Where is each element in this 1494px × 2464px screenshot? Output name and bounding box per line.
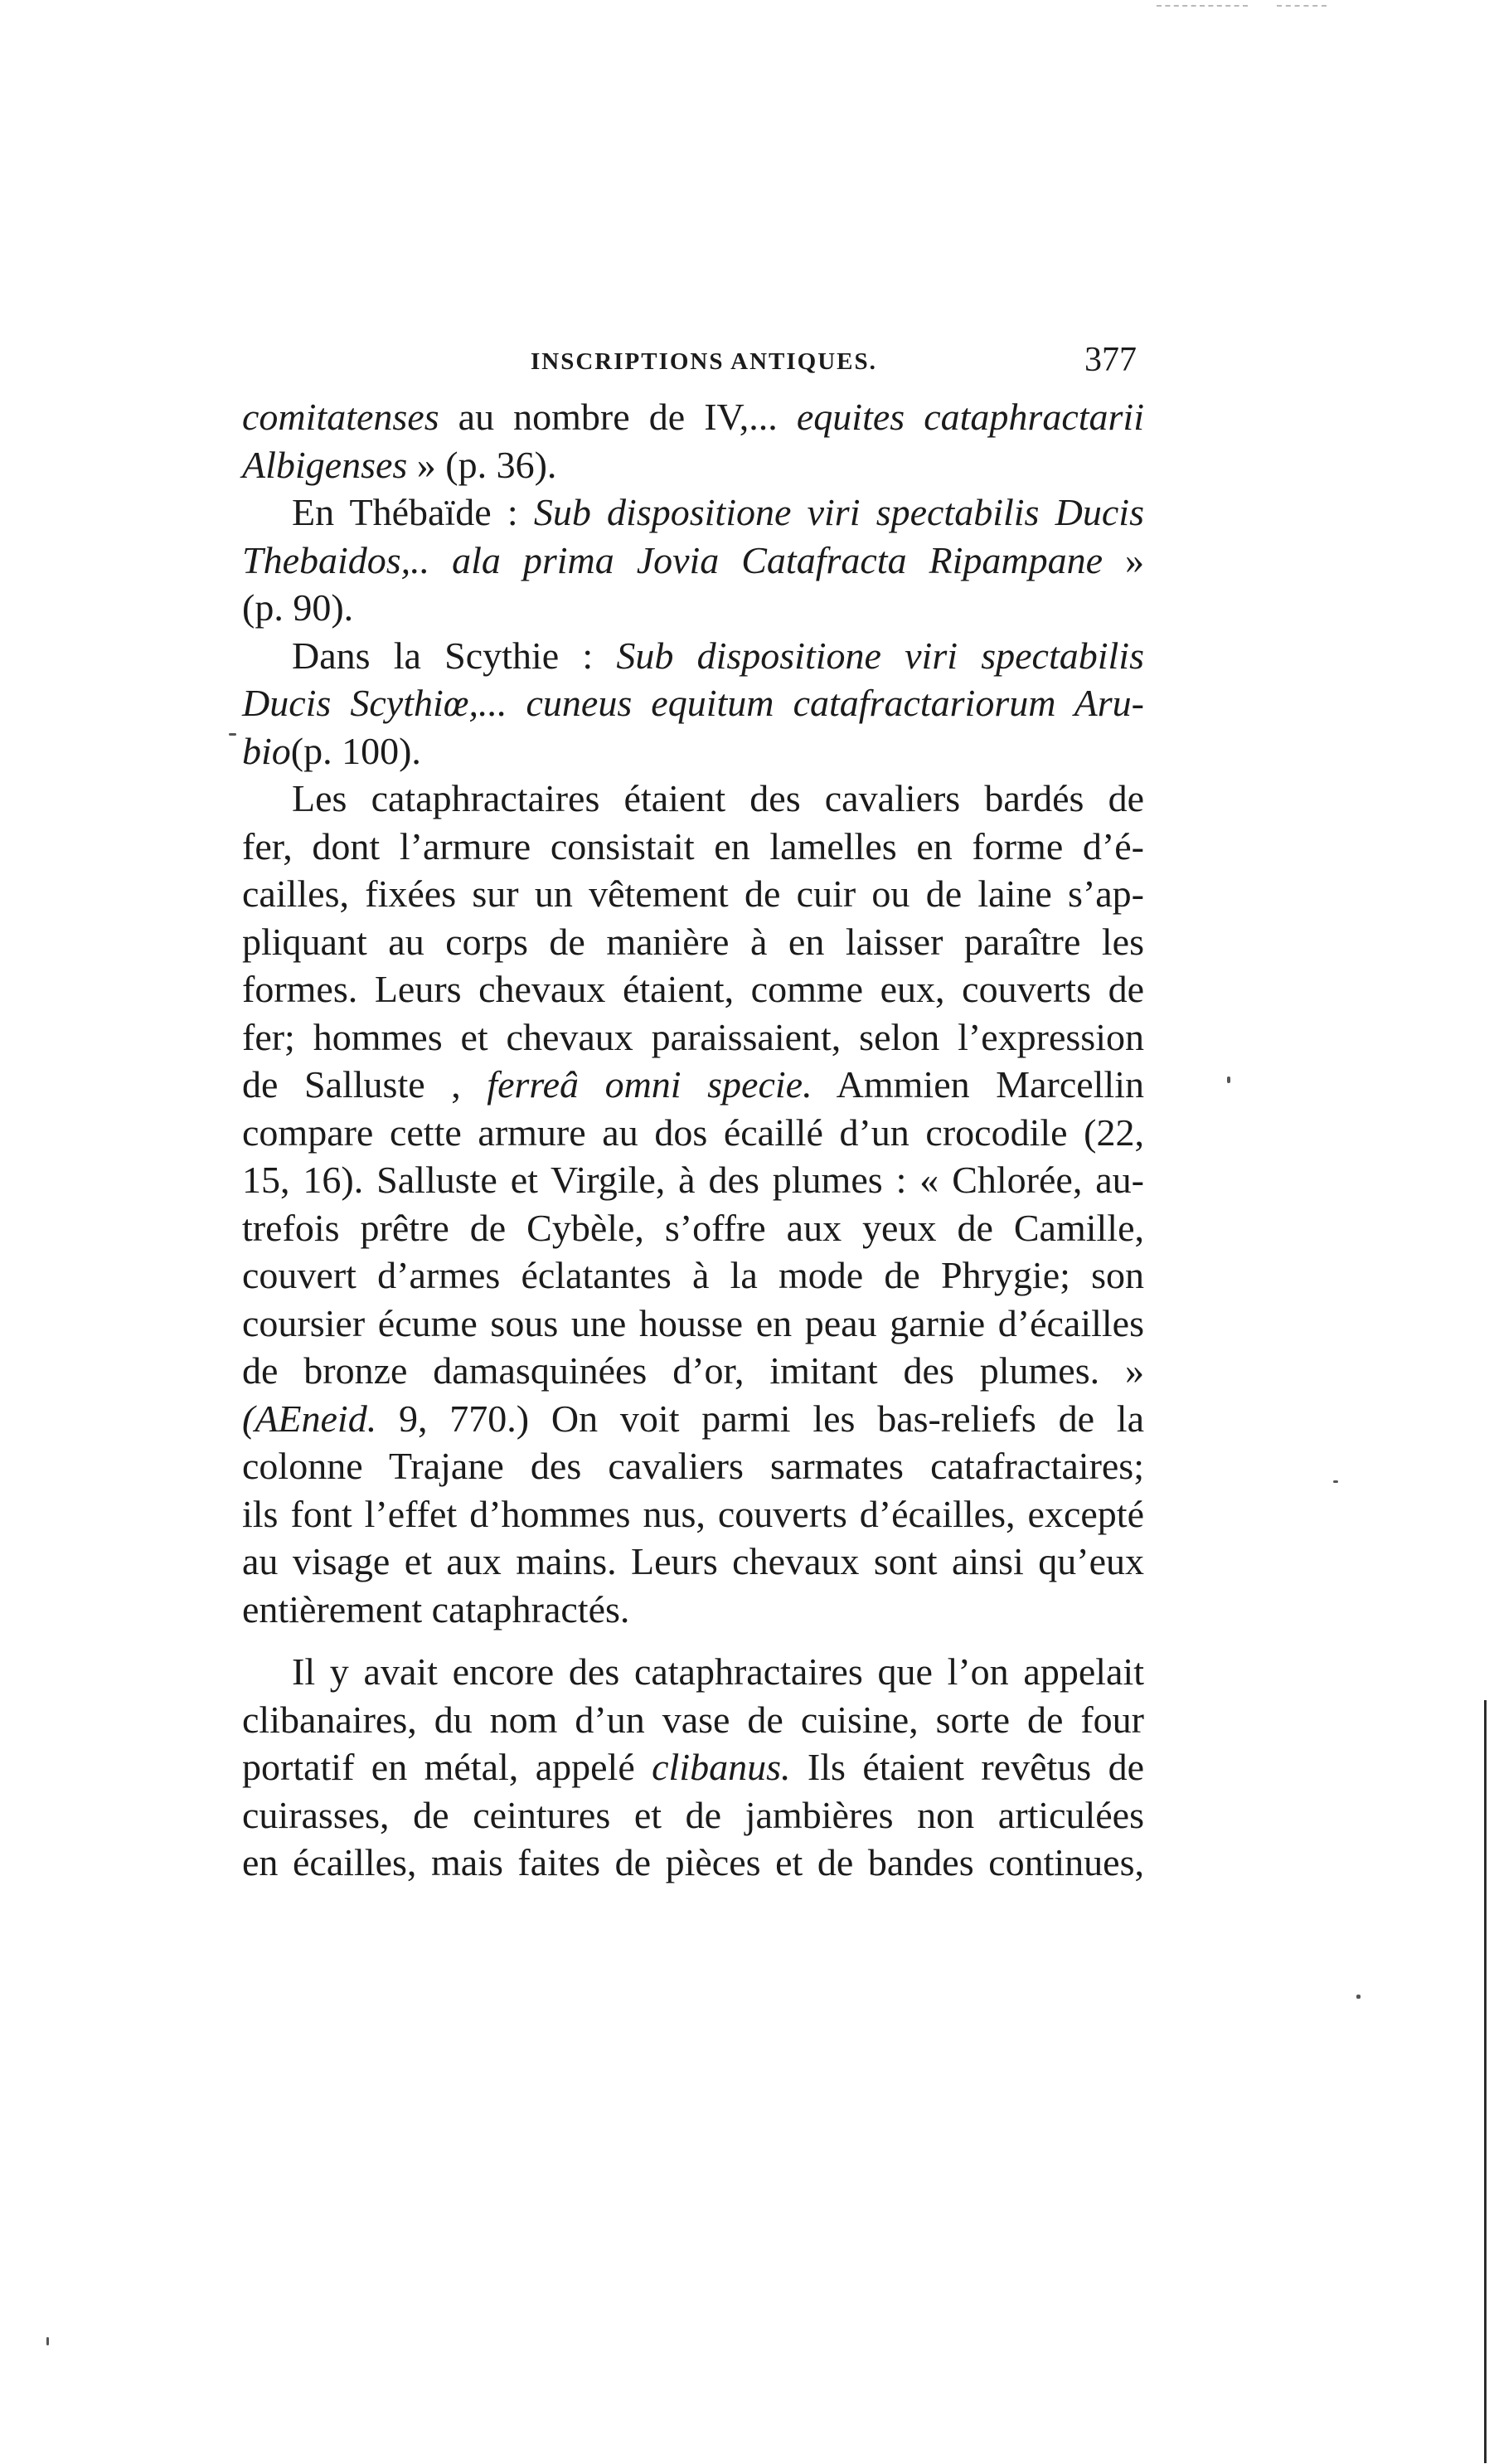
text-line [242, 441, 1144, 489]
line-text: En Thébaïde : [292, 491, 534, 533]
text-line: couvert d’armes éclatantes à la mode de Phrygie; son [242, 1254, 1144, 1296]
latin-term: Thebaidos,.. ala prima Jovia Catafracta Ripampane [242, 538, 1104, 581]
text-line [242, 727, 1144, 775]
latin-term: clibanus. [652, 1746, 791, 1788]
text-line: Les cataphractaires étaient des cavaliers bardés de [292, 777, 1144, 819]
text-line [242, 1061, 1144, 1109]
text-line [242, 393, 1144, 441]
scan-speck [1333, 1480, 1338, 1483]
line-text: » [1103, 538, 1145, 581]
paragraph [242, 632, 1144, 775]
text-line: clibanaires, du nom d’un vase de cuisine, sorte de four [242, 1698, 1144, 1741]
latin-term: Sub dispositione viri spectabilis [616, 634, 1144, 677]
scan-edge-mark [1277, 5, 1327, 7]
text-line: fer; hommes et chevaux paraissaient, selon l’expression [242, 1015, 1144, 1058]
text-line: fer, dont l’armure consistait en lamelles en forme d’é- [242, 824, 1144, 868]
text-line: en écailles, mais faites de pièces et de bandes continues, [242, 1841, 1144, 1883]
page-header [487, 340, 1317, 390]
text-line: coursier écume sous une housse en peau garnie d’écailles [242, 1301, 1144, 1344]
paragraph [242, 393, 1144, 488]
latin-term: (AEneid. [242, 1397, 377, 1440]
text-line: 15, 16). Salluste et Virgile, à des plumes : « Chlorée, au- [242, 1159, 1144, 1201]
text-line: formes. Leurs chevaux étaient, comme eux, couverts de [242, 968, 1144, 1010]
text-line: pliquant au corps de manière à en laisser paraître les [242, 920, 1144, 963]
latin-term: Ducis Scythiœ,... cuneus equitum catafractariorum Aru- [242, 682, 1144, 724]
line-text: Ils étaient revêtus de [790, 1746, 1144, 1788]
page-number: 377 [1084, 341, 1137, 379]
paragraph [242, 488, 1144, 632]
text-line [242, 1743, 1144, 1791]
line-text: portatif en métal, appelé [242, 1746, 652, 1788]
scan-edge-mark [1157, 5, 1248, 7]
line-text: Dans la Scythie : [292, 634, 617, 677]
scan-speck [46, 2337, 49, 2345]
body-text [242, 393, 1144, 1887]
text-line [242, 488, 1144, 537]
text-line: cailles, fixées sur un vêtement de cuir ou de laine s’ap- [242, 872, 1144, 915]
latin-term: Albigenses [242, 443, 408, 486]
latin-term: ferreâ omni specie. [487, 1063, 812, 1106]
text-line: Il y avait encore des cataphractaires que l’on appelait [292, 1650, 1144, 1693]
line-text: de Salluste , [242, 1063, 487, 1106]
text-line: (p. 90). [242, 586, 354, 629]
text-line: colonne Trajane des cavaliers sarmates catafractaires; [242, 1445, 1144, 1487]
running-head: INSCRIPTIONS ANTIQUES. [531, 348, 877, 375]
scan-speck [229, 733, 236, 736]
scan-speck [1227, 1076, 1230, 1083]
text-line [242, 632, 1144, 680]
latin-term: Sub dispositione viri spectabilis Ducis [533, 491, 1144, 533]
line-text: Ammien Marcellin [812, 1063, 1144, 1106]
text-line [242, 679, 1144, 727]
text-line: au visage et aux mains. Leurs chevaux sont ainsi qu’eux [242, 1540, 1144, 1582]
text-line: ils font l’effet d’hommes nus, couverts d’écailles, excepté [242, 1492, 1144, 1535]
text-line: de bronze damasquinées d’or, imitant des plumes. » [242, 1349, 1144, 1392]
text-line: trefois prêtre de Cybèle, s’offre aux yeux de Camille, [242, 1206, 1144, 1249]
scan-speck [1356, 1995, 1361, 1999]
latin-term: comitatenses [242, 396, 439, 438]
text-line [242, 537, 1144, 585]
line-text: au nombre de IV,... [439, 396, 797, 438]
line-text: » (p. 36). [407, 443, 557, 486]
line-text: 9, 770.) On voit parmi les bas-reliefs de la [376, 1397, 1144, 1440]
latin-term: equites cataphractarii [796, 396, 1144, 438]
page-edge-rule [1484, 1700, 1487, 2463]
paragraph [242, 1648, 1144, 1887]
text-line: compare cette armure au dos écaillé d’un crocodile (22, [242, 1111, 1144, 1154]
paragraph [242, 775, 1144, 1633]
text-line: entièrement cataphractés. [242, 1587, 630, 1631]
line-text: (p. 100). [290, 729, 421, 772]
text-line [242, 1395, 1144, 1443]
paragraph-gap [242, 1633, 1144, 1648]
text-line: cuirasses, de ceintures et de jambières non articulées [242, 1793, 1144, 1836]
latin-term: bio [242, 729, 291, 772]
